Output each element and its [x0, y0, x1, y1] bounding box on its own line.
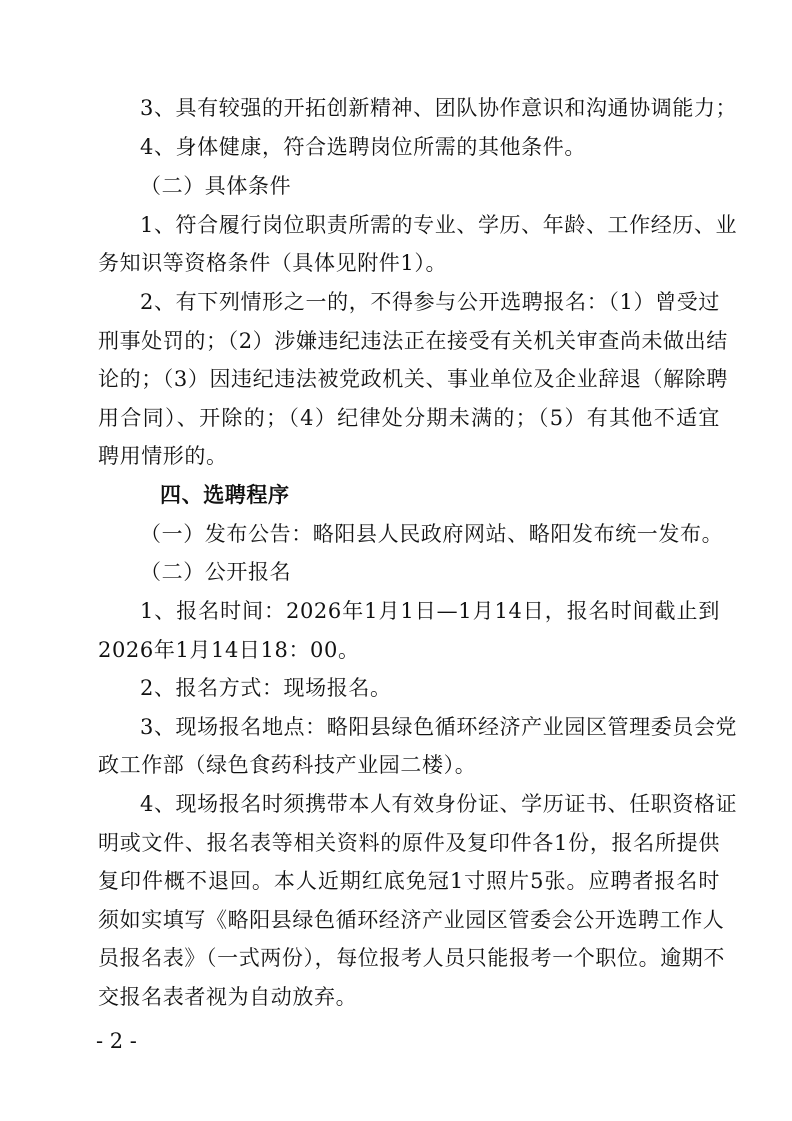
paragraph-line: 刑事处罚的；（2）涉嫌违纪违法正在接受有关机关审查尚未做出结 [98, 329, 728, 353]
paragraph-line: 3、具有较强的开拓创新精神、团队协作意识和沟通协调能力； [140, 96, 738, 120]
section-heading: 四、选聘程序 [160, 483, 290, 507]
paragraph-line: 复印件概不退回。本人近期红底免冠1寸照片5张。应聘者报名时 [98, 869, 720, 893]
section-subheading: （二）具体条件 [140, 174, 292, 198]
paragraph-line: 论的；（3）因违纪违法被党政机关、事业单位及企业辞退（解除聘 [98, 367, 728, 391]
paragraph-line: 员报名表》（一式两份），每位报考人员只能报考一个职位。逾期不 [98, 946, 725, 970]
paragraph-line: 2、报名方式：现场报名。 [140, 676, 392, 700]
paragraph-line: 务知识等资格条件（具体见附件1）。 [98, 251, 448, 275]
paragraph-line: 2、有下列情形之一的，不得参与公开选聘报名：（1）曾受过 [140, 290, 720, 314]
paragraph-line: 明或文件、报名表等相关资料的原件及复印件各1份，报名所提供 [98, 831, 720, 855]
paragraph-line: 用合同）、开除的；（4）纪律处分期未满的；（5）有其他不适宜 [98, 406, 720, 430]
paragraph-line: 交报名表者视为自动放弃。 [98, 985, 358, 1009]
paragraph-line: 1、报名时间：2026年1月1日—1月14日，报名时间截止到 [140, 599, 720, 623]
paragraph-line: 3、现场报名地点：略阳县绿色循环经济产业园区管理委员会党 [140, 715, 738, 739]
paragraph-line: 1、符合履行岗位职责所需的专业、学历、年龄、工作经历、业 [140, 213, 738, 237]
paragraph-line: 政工作部（绿色食药科技产业园二楼）。 [98, 753, 477, 777]
paragraph-line: 须如实填写《略阳县绿色循环经济产业园区管委会公开选聘工作人 [98, 908, 725, 932]
paragraph-line: 4、现场报名时须携带本人有效身份证、学历证书、任职资格证 [140, 792, 738, 816]
paragraph-line: 4、身体健康，符合选聘岗位所需的其他条件。 [140, 135, 586, 159]
paragraph-line: （一）发布公告：略阳县人民政府网站、略阳发布统一发布。 [140, 522, 724, 546]
paragraph-line: 2026年1月14日18：00。 [98, 638, 360, 662]
page-number: - 2 - [96, 1029, 137, 1053]
section-subheading: （二）公开报名 [140, 560, 292, 584]
paragraph-line: 聘用情形的。 [98, 444, 228, 468]
